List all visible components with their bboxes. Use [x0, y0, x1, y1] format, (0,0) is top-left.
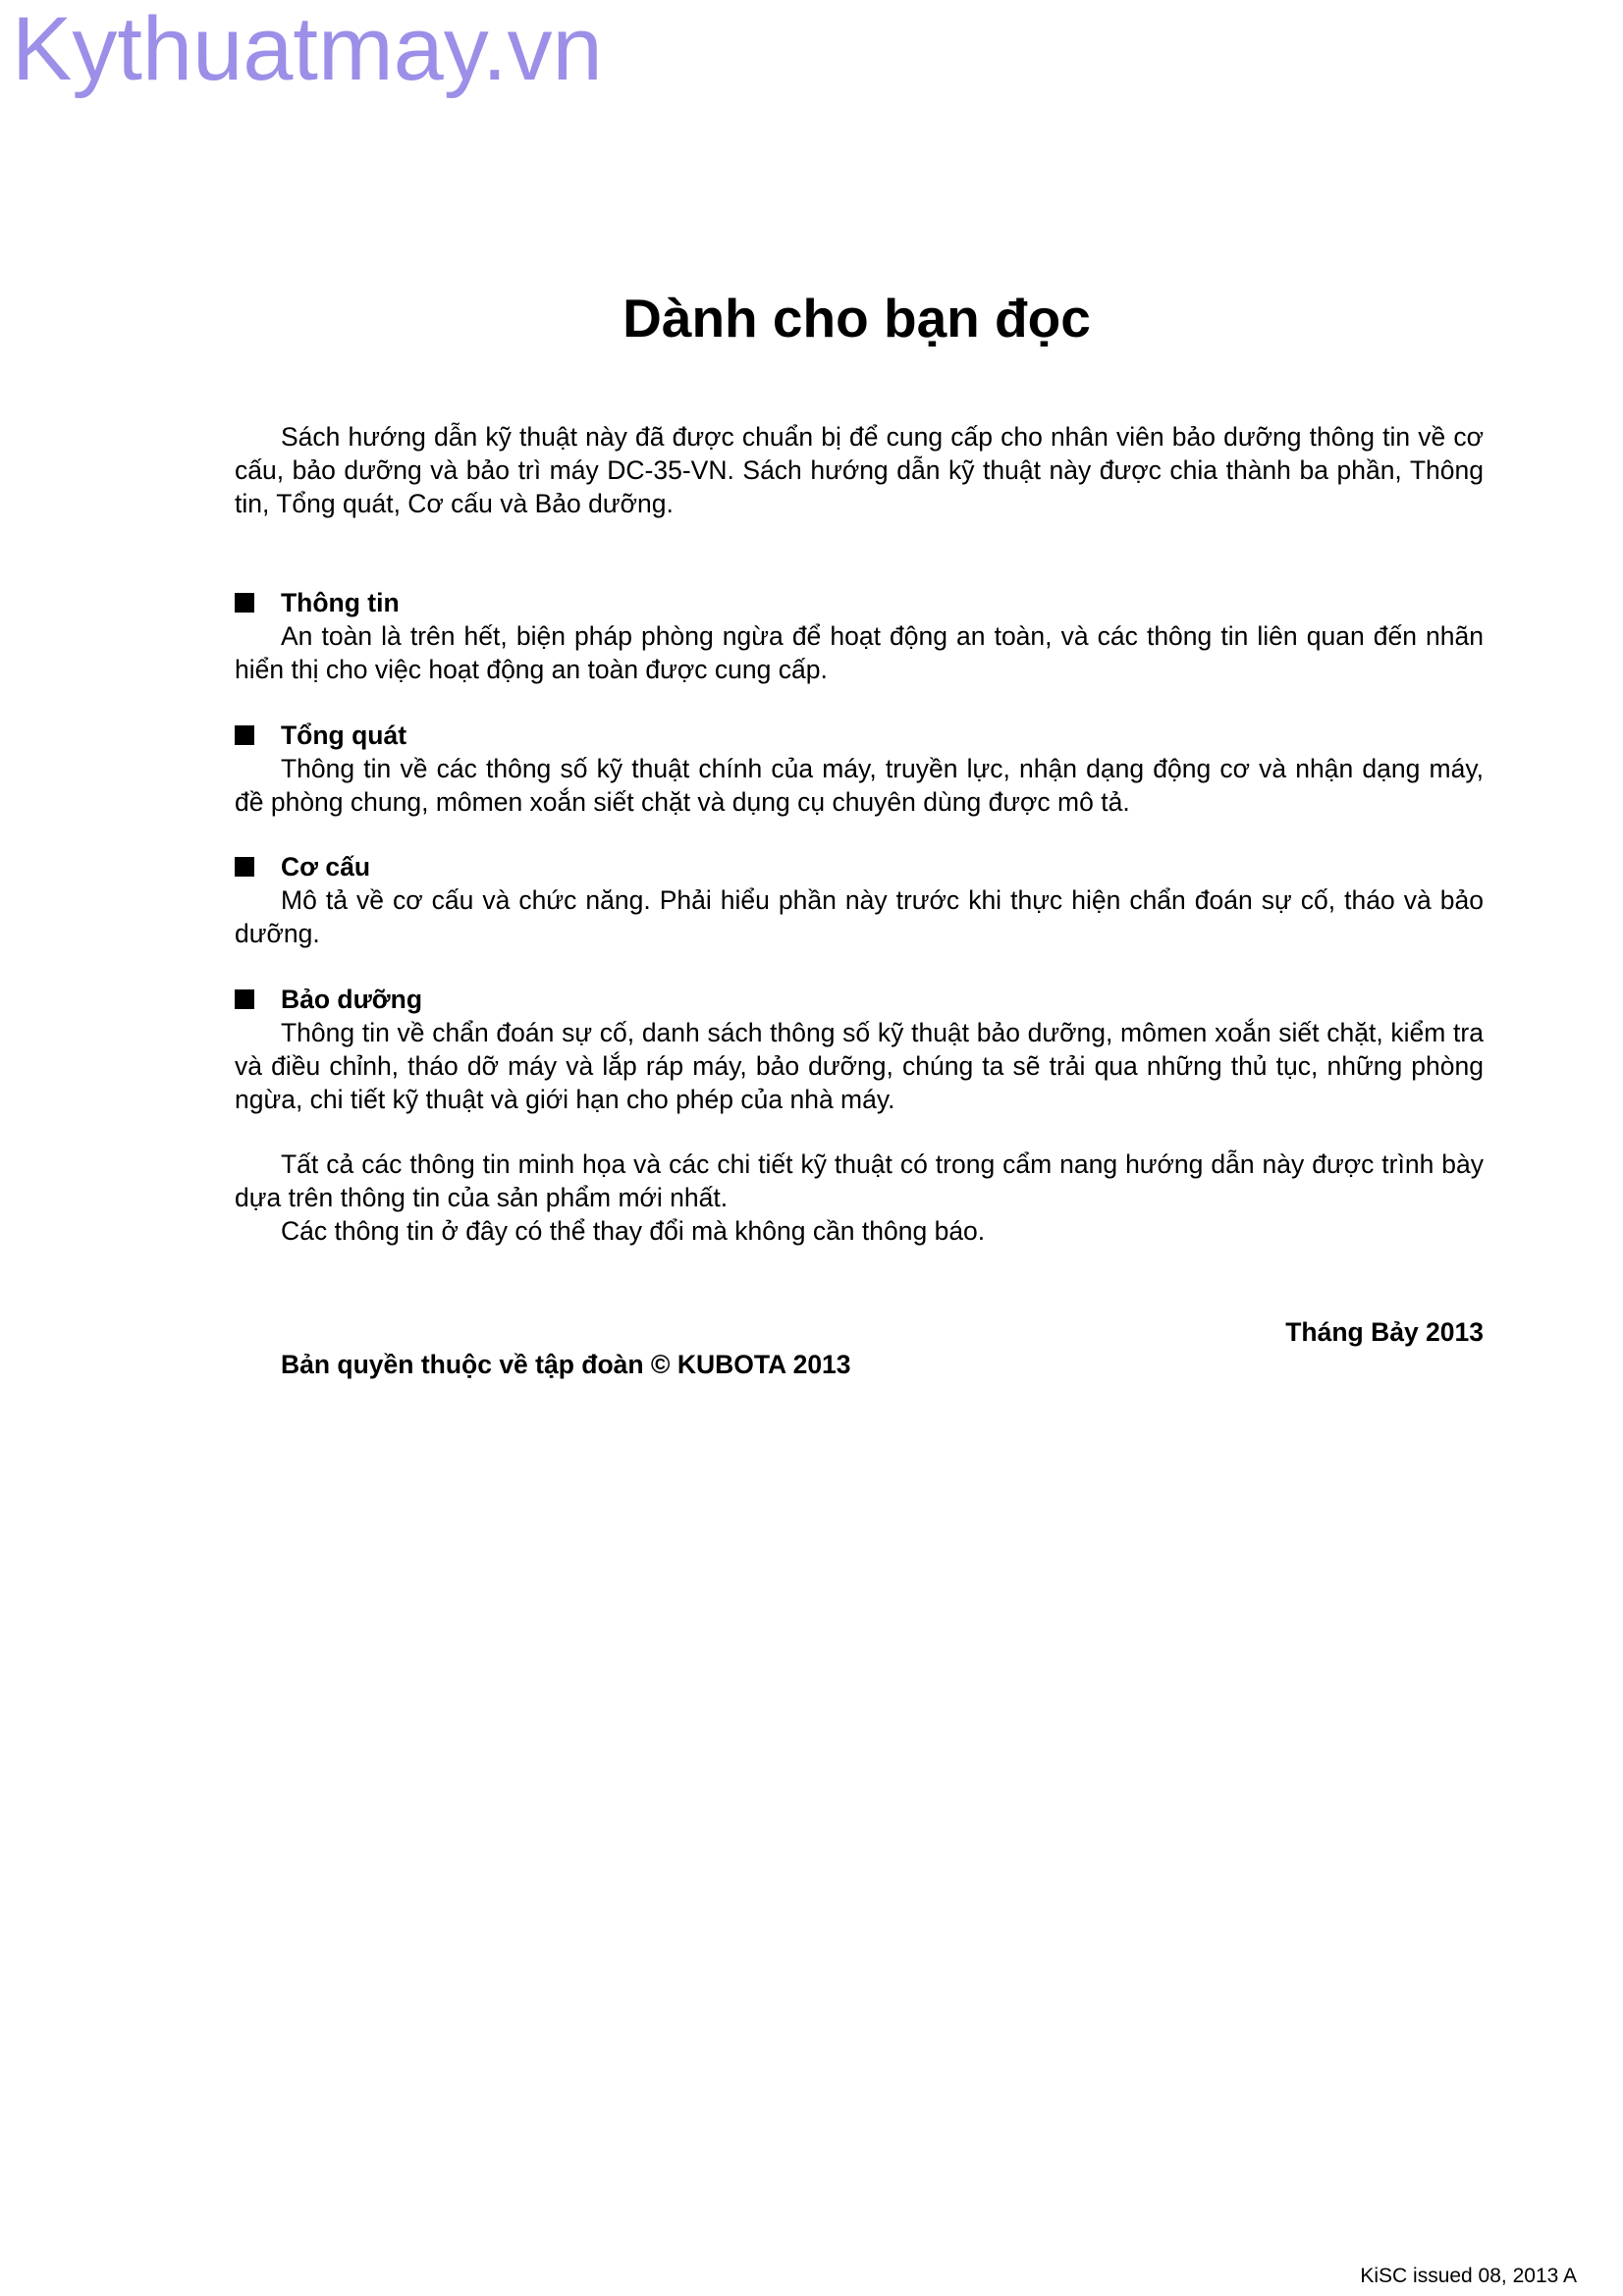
- section-paragraph: An toàn là trên hết, biện pháp phòng ngừa để hoạt động an toàn, và các thông tin liên quan đến nhãn hiển thị cho việc hoạt động an toàn được cung cấp.: [235, 621, 1484, 684]
- square-bullet-icon: [235, 989, 254, 1009]
- section-heading-label: Bảo dưỡng: [281, 985, 423, 1014]
- footer-issue-code: KiSC issued 08, 2013 A: [1360, 2265, 1577, 2287]
- section-heading-thong-tin: [235, 586, 400, 619]
- section-body-bao-duong: [235, 1016, 1484, 1116]
- intro-paragraph: Sách hướng dẫn kỹ thuật này đã được chuẩn bị để cung cấp cho nhân viên bảo dưỡng thông tin về cơ cấu, bảo dưỡng và bảo trì máy DC-35-VN. Sách hướng dẫn kỹ thuật này được chia thành ba phần, Thông tin, Tổng quát, Cơ cấu và Bảo dưỡng.: [235, 422, 1484, 518]
- section-heading-label: Thông tin: [281, 588, 400, 617]
- section-heading-label: Cơ cấu: [281, 852, 371, 881]
- square-bullet-icon: [235, 857, 254, 877]
- section-body-co-cau: [235, 883, 1484, 950]
- closing-block: [235, 1148, 1484, 1248]
- watermark-logo: Kythuatmay.vn: [12, 0, 603, 99]
- section-body-thong-tin: [235, 619, 1484, 686]
- section-body-tong-quat: [235, 752, 1484, 819]
- section-heading-tong-quat: [235, 719, 406, 752]
- closing-paragraph-2: Các thông tin ở đây có thể thay đổi mà không cần thông báo.: [281, 1216, 986, 1246]
- closing-paragraph-1: Tất cả các thông tin minh họa và các chi tiết kỹ thuật có trong cẩm nang hướng dẫn này được trình bày dựa trên thông tin của sản phẩm mới nhất.: [235, 1149, 1484, 1212]
- section-heading-bao-duong: [235, 983, 422, 1016]
- issue-date: Tháng Bảy 2013: [1285, 1317, 1484, 1347]
- page-title: Dành cho bạn đọc: [622, 288, 1091, 348]
- section-heading-co-cau: [235, 850, 370, 883]
- copyright-notice: Bản quyền thuộc về tập đoàn © KUBOTA 2013: [281, 1350, 851, 1379]
- square-bullet-icon: [235, 593, 254, 613]
- section-paragraph: Mô tả về cơ cấu và chức năng. Phải hiểu phần này trước khi thực hiện chẩn đoán sự cố, tháo và bảo dưỡng.: [235, 885, 1484, 948]
- square-bullet-icon: [235, 725, 254, 745]
- section-paragraph: Thông tin về các thông số kỹ thuật chính của máy, truyền lực, nhận dạng động cơ và nhận dạng máy, đề phòng chung, mômen xoắn siết chặt và dụng cụ chuyên dùng được mô tả.: [235, 754, 1484, 817]
- section-paragraph: Thông tin về chẩn đoán sự cố, danh sách thông số kỹ thuật bảo dưỡng, mômen xoắn siết chặt, kiểm tra và điều chỉnh, tháo dỡ máy và lắp ráp máy, bảo dưỡng, chúng ta sẽ trải qua những thủ tục, những phòng ngừa, chi tiết kỹ thuật và giới hạn cho phép của nhà máy.: [235, 1018, 1484, 1114]
- section-heading-label: Tổng quát: [281, 721, 407, 750]
- intro-block: [235, 420, 1484, 520]
